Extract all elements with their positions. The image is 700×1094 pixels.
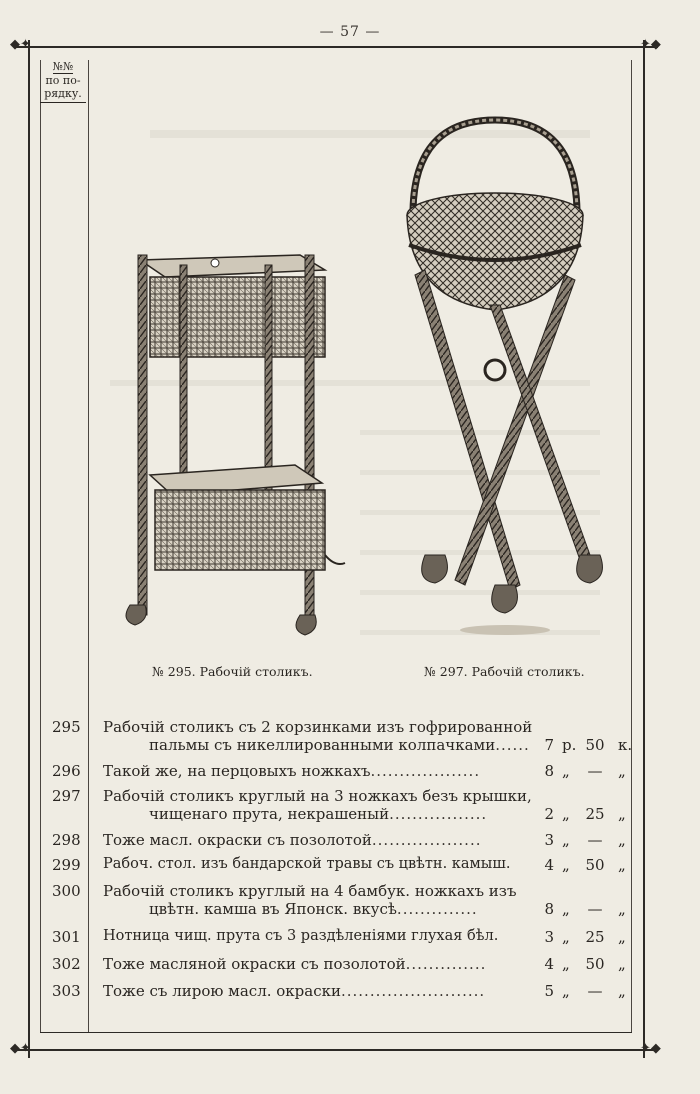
leader-dots: ...................: [370, 762, 481, 780]
item-number: 298: [52, 831, 81, 849]
desc-line2-text: пальмы съ никеллированными колпачками: [149, 736, 496, 754]
price-k: „: [618, 831, 626, 849]
item-description: [103, 856, 543, 872]
price-rub: 5: [544, 982, 554, 1000]
page-number: — 57 —: [319, 24, 381, 40]
desc-line2: [103, 900, 543, 918]
price-rub: 4: [544, 955, 554, 973]
leader-dots: ..............: [405, 955, 487, 973]
price-kop: 25: [585, 805, 605, 823]
figure-caption-295: № 295. Рабочій столикъ.: [152, 664, 313, 679]
item-description: [103, 955, 543, 973]
price-r: „: [562, 805, 570, 823]
desc-line2: [103, 805, 543, 823]
desc-line1: Рабочій столикъ круглый на 3 ножкахъ безъ крышки,: [103, 787, 532, 805]
entry-302: [40, 955, 630, 975]
column-header-line3: рядку.: [44, 87, 82, 100]
column-header-line1: №№: [52, 60, 74, 73]
frame-top-rule: [16, 46, 658, 48]
item-description: [103, 762, 543, 780]
frame-bottom-rule: [16, 1049, 658, 1051]
corner-ornament-bl: ◆✦: [10, 1041, 31, 1056]
price-k: „: [618, 856, 626, 874]
price-rub: 3: [544, 928, 554, 946]
frame-left-rule: [28, 40, 30, 1058]
leader-dots: ...................: [371, 831, 482, 849]
item-description: [103, 718, 543, 754]
corner-ornament-br: ✦◆: [640, 1041, 661, 1056]
price-rub: 4: [544, 856, 554, 874]
entry-301: [40, 928, 630, 948]
price-r: „: [562, 982, 570, 1000]
price-kop: 25: [585, 928, 605, 946]
price-rub: 8: [544, 900, 554, 918]
price-kop: —: [587, 900, 603, 918]
desc-line1: Рабочій столикъ круглый на 4 бамбук. ножкахъ изъ: [103, 882, 517, 900]
column-header-line2: по по-: [45, 74, 81, 87]
desc-line1: Тоже масляной окраски съ позолотой: [103, 955, 406, 973]
price-rub: 8: [544, 762, 554, 780]
item-description: [103, 882, 543, 918]
leader-dots: .................: [389, 805, 488, 823]
price-kop: 50: [585, 856, 605, 874]
desc-line1: Тоже съ лирою масл. окраски: [103, 982, 341, 1000]
desc-line2-text: цвѣтн. камша въ Японск. вкусѣ: [149, 900, 397, 918]
item-number: 303: [52, 982, 81, 1000]
column-rule-right: [631, 60, 632, 1032]
price-kop: —: [587, 762, 603, 780]
leader-dots: ......: [495, 736, 530, 754]
item-number: 300: [52, 882, 81, 900]
price-k: „: [618, 900, 626, 918]
item-number: 296: [52, 762, 81, 780]
price-kop: —: [587, 831, 603, 849]
item-number: 297: [52, 787, 81, 805]
work-table-297-illustration: [395, 115, 615, 645]
entry-298: [40, 831, 630, 851]
corner-ornament-tr: ✦◆: [640, 37, 661, 52]
desc-line1: Такой же, на перцовыхъ ножкахъ: [103, 762, 371, 780]
price-k: к.: [618, 736, 633, 754]
item-number: 302: [52, 955, 81, 973]
entry-296: [40, 762, 630, 782]
item-description: [103, 831, 543, 849]
frame-inner-bottom-rule: [40, 1032, 632, 1033]
frame-right-rule: [643, 40, 645, 1058]
price-r: „: [562, 831, 570, 849]
desc-line2-text: чищенаго прута, некрашеный: [149, 805, 390, 823]
price-k: „: [618, 955, 626, 973]
price-rub: 7: [544, 736, 554, 754]
price-kop: —: [587, 982, 603, 1000]
entry-295: [40, 718, 633, 758]
desc-line1: Нотница чищ. прута съ 3 раздѣленіями глухая бѣл.: [103, 928, 499, 944]
item-description: [103, 787, 543, 823]
desc-line2: [103, 736, 543, 754]
price-k: „: [618, 762, 626, 780]
price-r: „: [562, 900, 570, 918]
column-header: [40, 60, 86, 103]
desc-line1: Рабоч. стол. изъ бандарской травы съ цвѣтн. камыш.: [103, 856, 511, 872]
item-description: [103, 982, 543, 1000]
price-rub: 3: [544, 831, 554, 849]
price-r: „: [562, 928, 570, 946]
entry-297: [40, 787, 630, 827]
price-r: „: [562, 762, 570, 780]
leader-dots: ..............: [396, 900, 478, 918]
price-rub: 2: [544, 805, 554, 823]
price-k: „: [618, 928, 626, 946]
entry-303: [40, 982, 630, 1002]
price-r: р.: [562, 736, 577, 754]
price-r: „: [562, 856, 570, 874]
corner-ornament-tl: ◆✦: [10, 37, 31, 52]
price-kop: 50: [585, 736, 605, 754]
item-number: 301: [52, 928, 81, 946]
desc-line1: Рабочій столикъ съ 2 корзинками изъ гофрированной: [103, 718, 533, 736]
item-number: 295: [52, 718, 81, 736]
leader-dots: .........................: [340, 982, 486, 1000]
price-k: „: [618, 982, 626, 1000]
price-kop: 50: [585, 955, 605, 973]
price-k: „: [618, 805, 626, 823]
entry-299: [40, 856, 630, 876]
entry-300: [40, 882, 630, 922]
figure-caption-297: № 297. Рабочій столикъ.: [424, 664, 585, 679]
item-description: [103, 928, 543, 944]
item-number: 299: [52, 856, 81, 874]
price-r: „: [562, 955, 570, 973]
desc-line1: Тоже масл. окраски съ позолотой: [103, 831, 372, 849]
work-table-295-illustration: [110, 225, 360, 645]
